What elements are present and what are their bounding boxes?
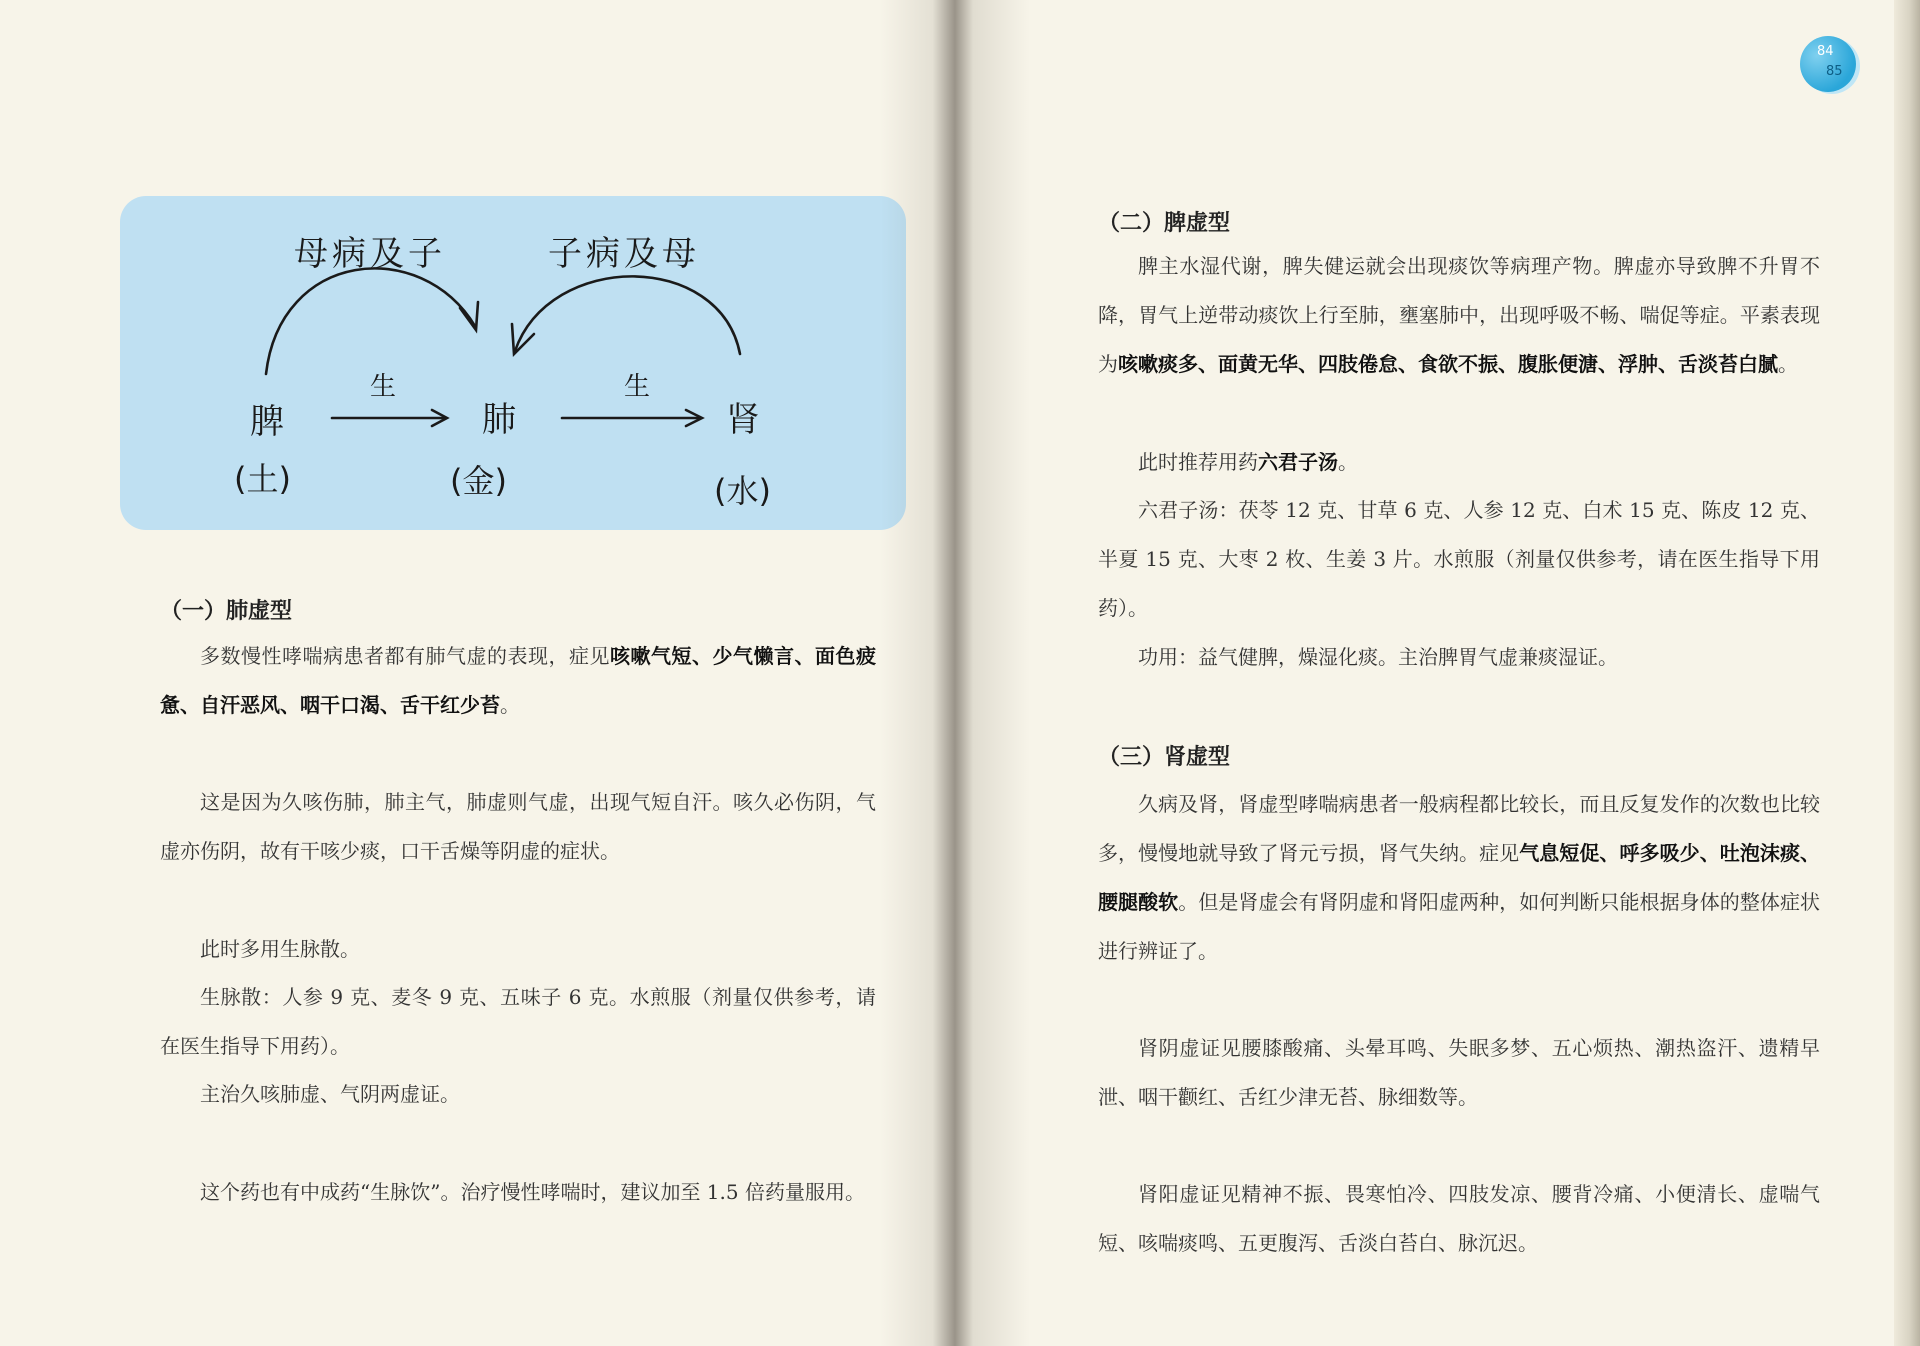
paragraph-lung-prescription-intro: 此时多用生脉散。 xyxy=(200,937,360,961)
paragraph-shengmai-formula: 生脉散：人参 9 克、麦冬 9 克、五味子 6 克。水煎服（剂量仅供参考，请在医生指导下用药）。 xyxy=(160,985,876,1058)
paragraph-kidney-yin-deficiency: 肾阴虚证见腰膝酸痛、头晕耳鸣、失眠多梦、五心烦热、潮热盗汗、遗精早泄、咽干颧红、舌红少津无苔、脉细数等。 xyxy=(1098,1036,1820,1109)
section-title-kidney-deficiency: （三）肾虚型 xyxy=(1098,744,1231,770)
paragraph-kidney-yang-deficiency: 肾阳虚证见精神不振、畏寒怕冷、四肢发凉、腰背冷痛、小便清长、虚喘气短、咳喘痰鸣、五更腹泻、舌淡白苔白、脉沉迟。 xyxy=(1098,1182,1820,1255)
node-spleen: 脾 xyxy=(250,402,284,442)
paragraph-lung-symptoms: 多数慢性哮喘病患者都有肺气虚的表现，症见咳嗽气短、少气懒言、面色疲惫、自汗恶风、咽干口渴、舌干红少苔。 xyxy=(160,644,876,717)
left-page xyxy=(0,0,950,1346)
node-kidney: 肾 xyxy=(726,400,760,440)
paragraph-kidney-symptoms: 久病及肾，肾虚型哮喘病患者一般病程都比较长，而且反复发作的次数也比较多，慢慢地就导致了肾元亏损，肾气失纳。症见气息短促、呼多吸少、吐泡沫痰、腰腿酸软。但是肾虚会有肾阴虚和肾阳虚两种，如何判断只能根据身体的整体症状进行辨证了。 xyxy=(1098,792,1821,963)
arc-arrow-child xyxy=(515,276,740,354)
label-mother-affects-child: 母病及子 xyxy=(294,234,446,274)
label-child-affects-mother: 子病及母 xyxy=(548,234,700,274)
five-elements-diagram xyxy=(120,196,906,530)
page-edge xyxy=(1894,0,1920,1346)
page-number-top: 84 xyxy=(1817,44,1834,59)
section-title-spleen-deficiency: （二）脾虚型 xyxy=(1098,210,1231,236)
sheng-label-2: 生 xyxy=(624,372,651,402)
paragraph-liujunzi-formula: 六君子汤：茯苓 12 克、甘草 6 克、人参 12 克、白术 15 克、陈皮 12 克、半夏 15 克、大枣 2 枚、生姜 3 片。水煎服（剂量仅供参考，请在医生指导下用药）。 xyxy=(1098,498,1820,620)
paragraph-shengmai-indication: 主治久咳肺虚、气阴两虚证。 xyxy=(200,1082,460,1106)
element-earth: (土) xyxy=(234,460,291,498)
page-number-bottom: 85 xyxy=(1826,64,1843,79)
element-water: (水) xyxy=(714,472,771,510)
paragraph-spleen-prescription-intro: 此时推荐用药六君子汤。 xyxy=(1138,450,1358,474)
paragraph-shengmai-patent: 这个药也有中成药“生脉饮”。治疗慢性哮喘时，建议加至 1.5 倍药量服用。 xyxy=(200,1180,865,1204)
paragraph-liujunzi-function: 功用：益气健脾，燥湿化痰。主治脾胃气虚兼痰湿证。 xyxy=(1138,645,1618,669)
arc-arrow-mother xyxy=(266,268,475,374)
sheng-label-1: 生 xyxy=(370,372,397,402)
page-number-badge xyxy=(1800,36,1856,92)
element-metal: (金) xyxy=(450,462,507,500)
section-title-lung-deficiency: （一）肺虚型 xyxy=(160,598,293,624)
book-gutter xyxy=(880,0,1030,1346)
node-lung: 肺 xyxy=(482,400,516,440)
paragraph-lung-cause: 这是因为久咳伤肺，肺主气，肺虚则气虚，出现气短自汗。咳久必伤阴，气虚亦伤阴，故有干咳少痰，口干舌燥等阴虚的症状。 xyxy=(160,790,876,863)
paragraph-spleen-symptoms: 脾主水湿代谢，脾失健运就会出现痰饮等病理产物。脾虚亦导致脾不升胃不降，胃气上逆带动痰饮上行至肺，壅塞肺中，出现呼吸不畅、喘促等症。平素表现为咳嗽痰多、面黄无华、四肢倦怠、食欲不振、腹胀便溏、浮肿、舌淡苔白腻。 xyxy=(1098,254,1820,376)
